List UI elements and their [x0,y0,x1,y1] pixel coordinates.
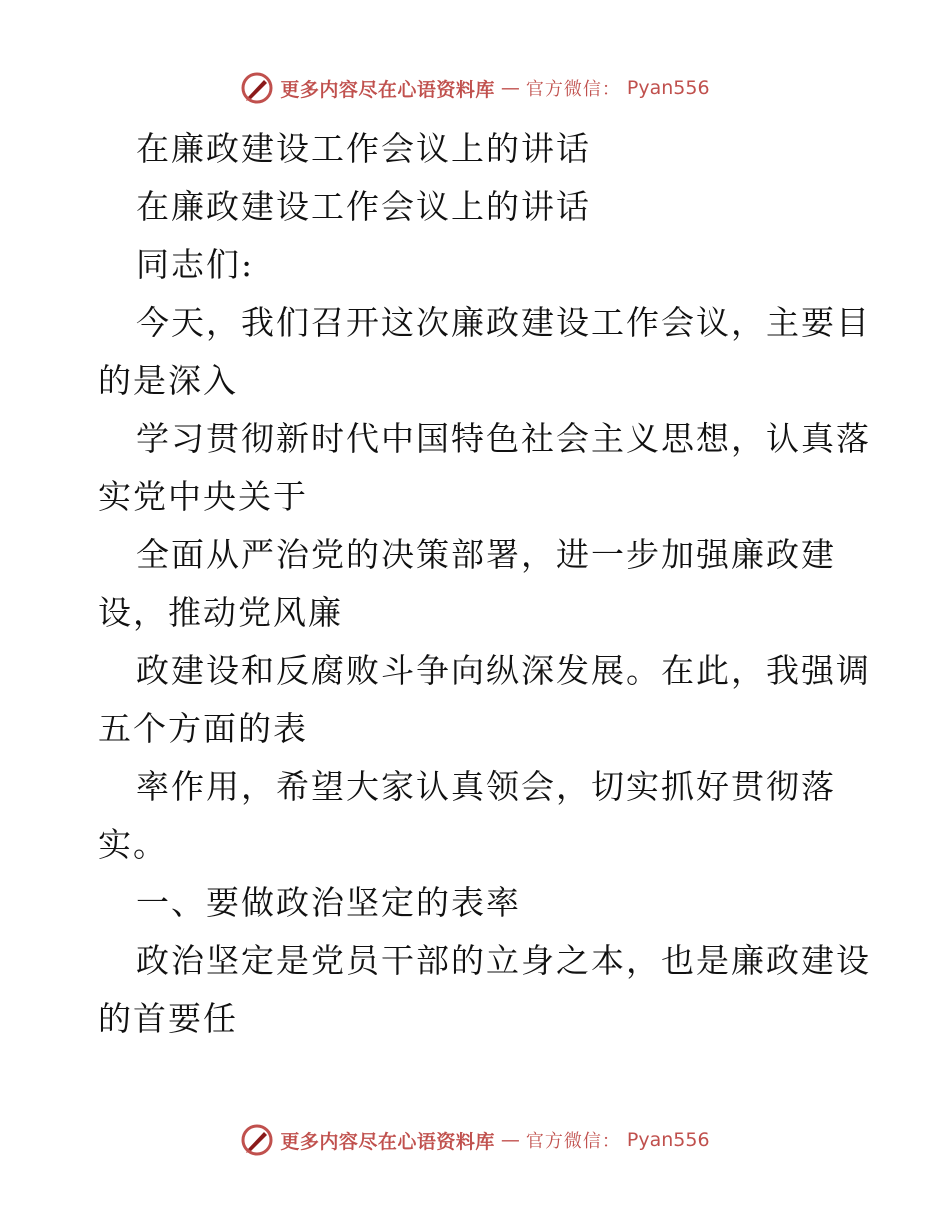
paragraph-line: 实党中央关于 [98,477,308,516]
paragraph-line: 设，推动党风廉 [98,593,343,632]
banner-wechat-id: Pyan556 [626,77,710,99]
banner-dash: — [500,1129,520,1151]
paragraph-line: 今天，我们召开这次廉政建设工作会议，主要目 [136,303,871,342]
paragraph-line: 实。 [98,825,168,864]
paragraph-line: 的是深入 [98,361,238,400]
document-body [98,120,871,1048]
banner-wechat-id: Pyan556 [626,1129,710,1151]
pen-logo-icon [240,71,274,105]
banner-dash: — [500,77,520,99]
paragraph-line: 学习贯彻新时代中国特色社会主义思想，认真落 [136,419,871,458]
pen-logo-icon [240,1123,274,1157]
paragraph-line: 全面从严治党的决策部署，进一步加强廉政建 [136,535,836,574]
banner-label: 更多内容尽在心语资料库 [280,78,495,101]
paragraph-line: 政建设和反腐败斗争向纵深发展。在此，我强调 [136,651,871,690]
paragraph-line: 五个方面的表 [98,709,308,748]
banner-label: 更多内容尽在心语资料库 [280,1130,495,1153]
salutation: 同志们: [136,245,255,284]
doc-title-repeat: 在廉政建设工作会议上的讲话 [136,187,591,226]
paragraph-line: 政治坚定是党员干部的立身之本，也是廉政建设 [136,941,871,980]
doc-title: 在廉政建设工作会议上的讲话 [136,129,591,168]
paragraph-line: 的首要任 [98,999,238,1038]
paragraph-line: 率作用，希望大家认真领会，切实抓好贯彻落 [136,767,836,806]
banner-wechat-label: 官方微信： [525,79,621,100]
section-heading: 一、要做政治坚定的表率 [136,883,521,922]
banner-wechat-label: 官方微信： [525,1131,621,1152]
header-banner [0,70,950,106]
footer-banner [0,1122,950,1158]
